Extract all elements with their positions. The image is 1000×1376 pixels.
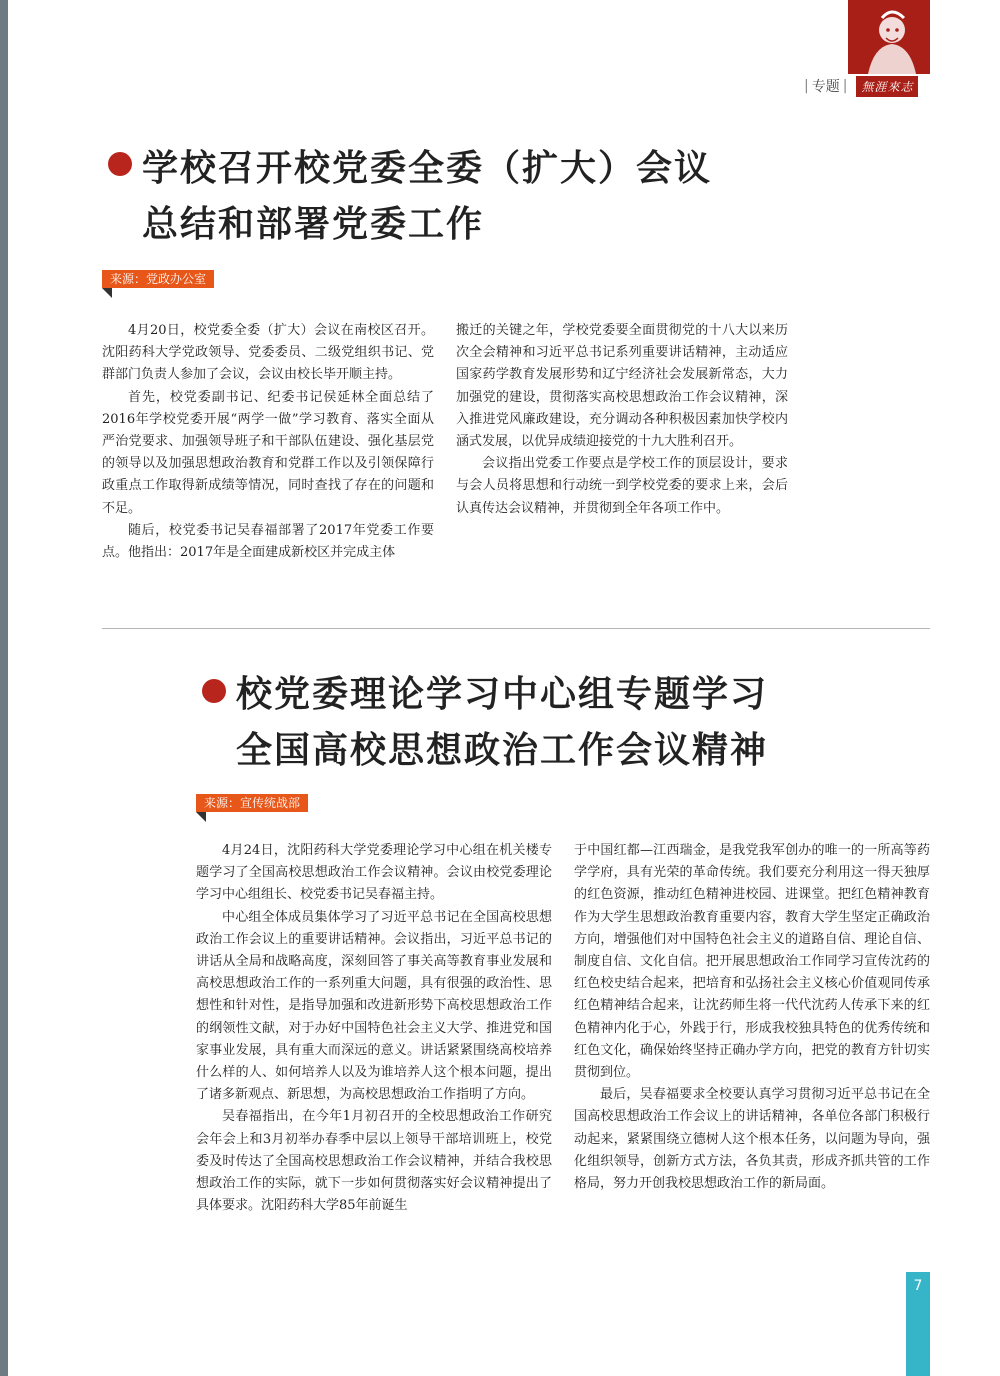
left-edge-bar <box>0 0 8 1376</box>
article1-source-badge: 来源：党政办公室 <box>102 270 214 288</box>
paragraph: 搬迁的关键之年，学校党委要全面贯彻党的十八大以来历次全会精神和习近平总书记系列重要讲话精神，主动适应国家药学教育发展形势和辽宁经济社会发展新常态，大力加强党的建设，贯彻落实高校思想政治工作会议精神，深入推进党风廉政建设，充分调动各种积极因素加快学校内涵式发展，以优异成绩迎接党的十九大胜利召开。 <box>456 323 788 450</box>
article2-column1 <box>196 840 552 1217</box>
article1-title-line1: 学校召开校党委全委（扩大）会议 <box>142 148 713 189</box>
paragraph: 吴春福指出，在今年1月初召开的全校思想政治工作研究会年会上和3月初举办春季中层以上领导干部培训班上，校党委及时传达了全国高校思想政治工作会议精神，并结合我校思想政治工作的实际，就下一步如何贯彻落实好会议精神提出了具体要求。沈阳药科大学85年前诞生 <box>196 1109 552 1214</box>
header-separator: | <box>842 78 848 94</box>
paragraph: 随后，校党委书记吴春福部署了2017年党委工作要点。他指出：2017年是全面建成新校区并完成主体 <box>102 522 434 561</box>
title-bullet-icon <box>108 152 132 176</box>
article2-title-line2: 全国高校思想政治工作会议精神 <box>236 730 769 771</box>
paragraph: 最后，吴春福要求全校要认真学习贯彻习近平总书记在全国高校思想政治工作会议上的讲话精神，各单位各部门积极行动起来，紧紧围绕立德树人这个根本任务，以问题为导向，强化组织领导，创新方式方法，各负其责，形成齐抓共管的工作格局，努力开创我校思想政治工作的新局面。 <box>574 1087 930 1192</box>
paragraph: 中心组全体成员集体学习了习近平总书记在全国高校思想政治工作会议上的重要讲话精神。会议指出，习近平总书记的讲话从全局和战略高度，深刻回答了事关高等教育事业发展和高校思想政治工作的一系列重大问题，具有很强的政治性、思想性和针对性，是指导加强和改进新形势下高校思想政治工作的纲领性文献，对于办好中国特色社会主义大学、推进党和国家事业发展，具有重大而深远的意义。讲话紧紧围绕高校培养什么样的人、如何培养人以及为谁培养人这个根本问题，提出了诸多新观点、新思想，为高校思想政治工作指明了方向。 <box>196 909 552 1103</box>
article1-title-line2: 总结和部署党委工作 <box>142 204 485 245</box>
page-number: 7 <box>913 1278 923 1294</box>
article-divider <box>102 628 930 629</box>
source-corner-icon <box>102 288 112 298</box>
section-label: 专题 <box>811 79 840 95</box>
magazine-logo <box>848 0 930 74</box>
source-corner-icon <box>196 812 206 822</box>
article2-column2 <box>574 840 930 1195</box>
article1-column2 <box>456 320 788 520</box>
paragraph: 首先，校党委副书记、纪委书记侯延林全面总结了2016年学校党委开展“两学一做”学习教育、落实全面从严治党要求、加强领导班子和干部队伍建设、强化基层党的领导以及加强思想政治教育和党群工作以及引领保障行政重点工作取得新成绩等情况，同时查找了存在的问题和不足。 <box>102 389 434 516</box>
paragraph: 4月24日，沈阳药科大学党委理论学习中心组在机关楼专题学习了全国高校思想政治工作会议精神。会议由校党委理论学习中心组组长、校党委书记吴春福主持。 <box>196 843 552 903</box>
section-header <box>804 76 918 96</box>
portrait-emblem-icon <box>848 0 930 74</box>
paragraph: 于中国红都—江西瑞金，是我党我军创办的唯一的一所高等药学学府，具有光荣的革命传统。我们要充分利用这一得天独厚的红色资源，推动红色精神进校园、进课堂。把红色精神教育作为大学生思想政治教育重要内容，教育大学生坚定正确政治方向，增强他们对中国特色社会主义的道路自信、理论自信、制度自信、文化自信。把开展思想政治工作同学习宣传沈药的红色校史结合起来，把培育和弘扬社会主义核心价值观同传承红色精神结合起来，让沈药师生将一代代沈药人传承下来的红色精神内化于心，外践于行，形成我校独具特色的优秀传统和红色文化，确保始终坚持正确办学方向，把党的教育方针切实贯彻到位。 <box>574 843 930 1081</box>
paragraph: 4月20日，校党委全委（扩大）会议在南校区召开。沈阳药科大学党政领导、党委委员、二级党组织书记、党群部门负责人参加了会议，会议由校长毕开顺主持。 <box>102 323 434 383</box>
magazine-name: 無涯來志 <box>856 76 918 97</box>
article2-source-badge: 来源：宣传统战部 <box>196 794 308 812</box>
paragraph: 会议指出党委工作要点是学校工作的顶层设计，要求与会人员将思想和行动统一到学校党委的要求上来，会后认真传达会议精神，并贯彻到全年各项工作中。 <box>456 456 788 516</box>
article2-title-line1: 校党委理论学习中心组专题学习 <box>236 674 769 715</box>
article1-column1 <box>102 320 434 564</box>
title-bullet-icon <box>202 679 226 703</box>
header-separator: | <box>804 78 809 94</box>
